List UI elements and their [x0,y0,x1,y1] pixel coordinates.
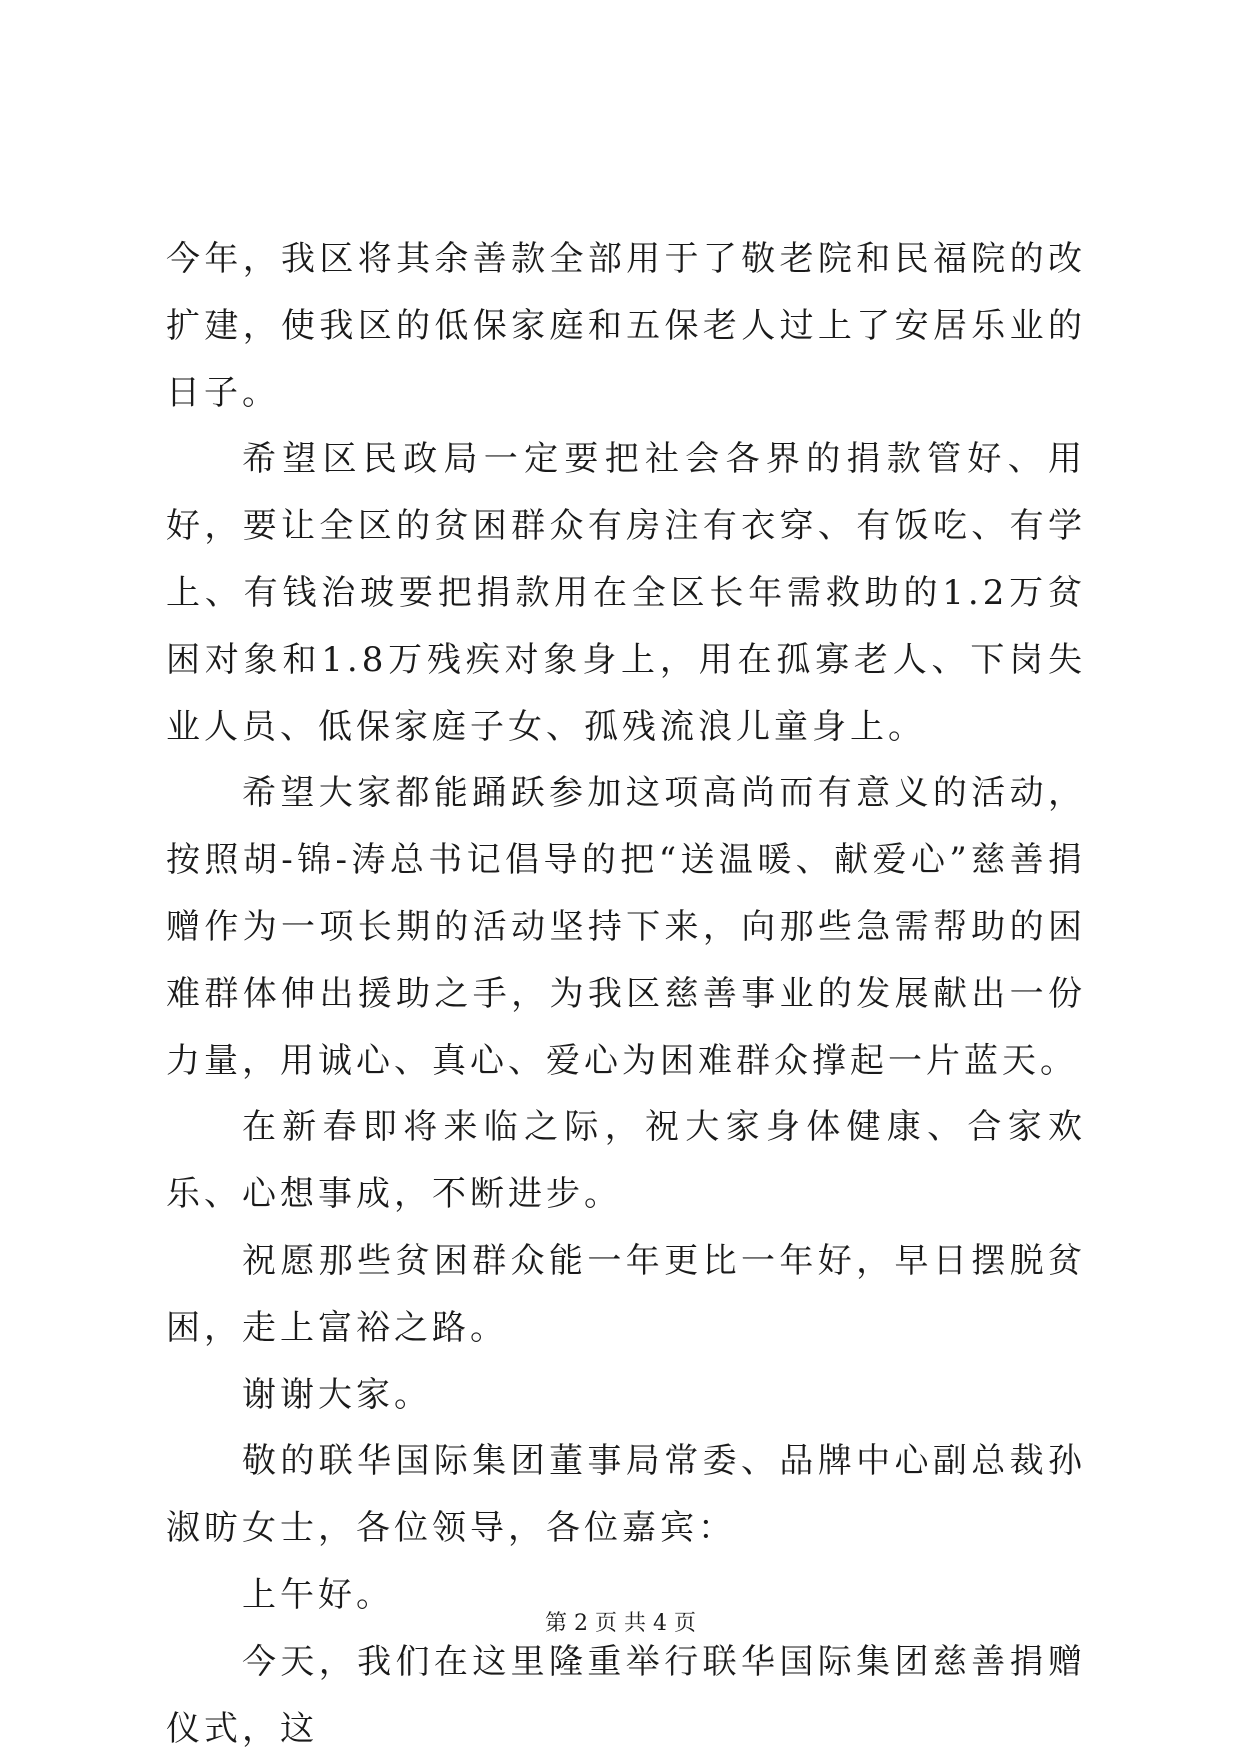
document-body [166,226,1086,1762]
page-footer: 第 2 页 共 4 页 [545,1611,696,1636]
paragraph-5: 祝愿那些贫困群众能一年更比一年好，早日摆脱贫困，走上富裕之路。 [166,1240,1086,1348]
paragraph-6: 谢谢大家。 [242,1374,432,1415]
paragraph-3: 希望大家都能踊跃参加这项高尚而有意义的活动，按照胡-锦-涛总书记倡导的把“送温暖、献爱心”慈善捐赠作为一项长期的活动坚持下来，向那些急需帮助的困难群体伸出援助之手，为我区慈善事业的发展献出一份力量，用诚心、真心、爱心为困难群众撑起一片蓝天。 [166,773,1086,1081]
paragraph-2: 希望区民政局一定要把社会各界的捐款管好、用好，要让全区的贫困群众有房注有衣穿、有饭吃、有学上、有钱治玻要把捐款用在全区长年需救助的1.2万贫困对象和1.8万残疾对象身上，用在孤寡老人、下岗失业人员、低保家庭子女、孤残流浪儿童身上。 [166,439,1086,747]
paragraph-8: 上午好。 [242,1574,394,1615]
paragraph-7: 敬的联华国际集团董事局常委、品牌中心副总裁孙淑昉女士，各位领导，各位嘉宾： [166,1441,1086,1549]
paragraph-1: 今年，我区将其余善款全部用于了敬老院和民福院的改扩建，使我区的低保家庭和五保老人过上了安居乐业的日子。 [166,239,1086,413]
paragraph-4: 在新春即将来临之际，祝大家身体健康、合家欢乐、心想事成，不断进步。 [166,1107,1086,1215]
paragraph-9: 今天，我们在这里隆重举行联华国际集团慈善捐赠仪式，这 [166,1641,1086,1749]
